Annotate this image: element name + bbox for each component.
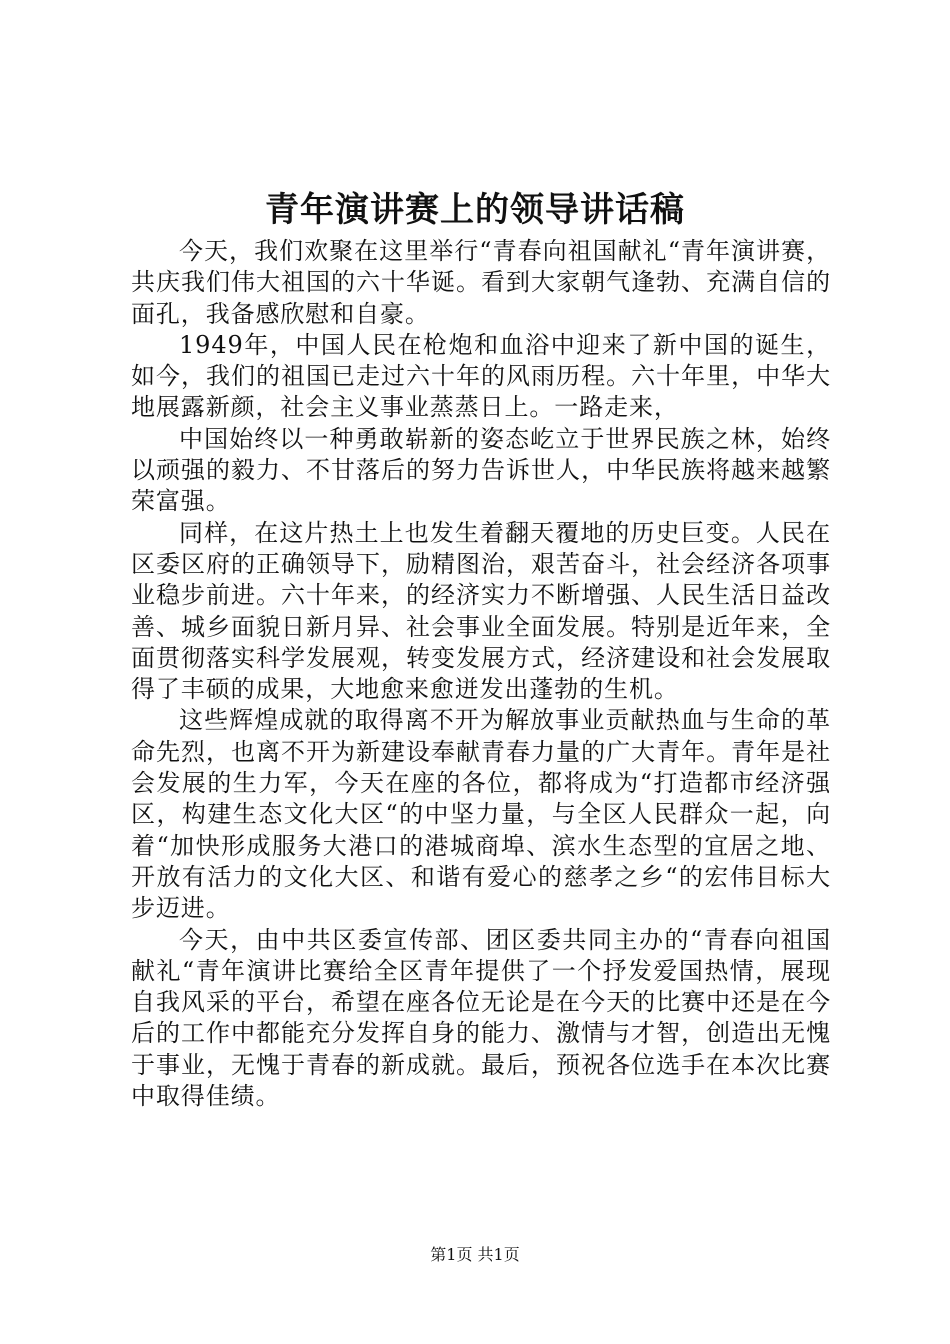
page-footer [0, 1244, 950, 1266]
document-body [131, 236, 831, 1112]
document-title: 青年演讲赛上的领导讲话稿 [265, 190, 685, 230]
paragraph-5: 这些辉煌成就的取得离不开为解放事业贡献热血与生命的革命先烈，也离不开为新建设奉献青春力量的广大青年。青年是社会发展的生力军，今天在座的各位，都将成为“打造都市经济强区，构建生态文化大区“的中坚力量，与全区人民群众一起，向着“加快形成服务大港口的港城商埠、滨水生态型的宜居之地、开放有活力的文化大区、和谐有爱心的慈孝之乡“的宏伟目标大步迈进。 [131, 706, 831, 923]
paragraph-1: 今天，我们欢聚在这里举行“青春向祖国献礼“青年演讲赛，共庆我们伟大祖国的六十华诞。看到大家朝气逢勃、充满自信的面孔，我备感欣慰和自豪。 [131, 237, 831, 328]
paragraph-2: 1949年，中国人民在枪炮和血浴中迎来了新中国的诞生，如今，我们的祖国已走过六十年的风雨历程。六十年里，中华大地展露新颜，社会主义事业蒸蒸日上。一路走来， [131, 330, 831, 422]
page-number-label: 第1页 共1页 [430, 1245, 520, 1264]
paragraph-6: 今天，由中共区委宣传部、团区委共同主办的“青春向祖国献礼“青年演讲比赛给全区青年提供了一个抒发爱国热情，展现自我风采的平台，希望在座各位无论是在今天的比赛中还是在今后的工作中都能充分发挥自身的能力、激情与才智，创造出无愧于事业，无愧于青春的新成就。最后，预祝各位选手在本次比赛中取得佳绩。 [131, 925, 831, 1111]
paragraph-3: 中国始终以一种勇敢崭新的姿态屹立于世界民族之林，始终以顽强的毅力、不甘落后的努力告诉世人，中华民族将越来越繁荣富强。 [131, 424, 831, 516]
paragraph-4: 同样，在这片热土上也发生着翻天覆地的历史巨变。人民在区委区府的正确领导下，励精图治，艰苦奋斗，社会经济各项事业稳步前进。六十年来，的经济实力不断增强、人民生活日益改善、城乡面貌日新月异、社会事业全面发展。特别是近年来，全面贯彻落实科学发展观，转变发展方式，经济建设和社会发展取得了丰硕的成果，大地愈来愈迸发出蓬勃的生机。 [131, 518, 831, 704]
